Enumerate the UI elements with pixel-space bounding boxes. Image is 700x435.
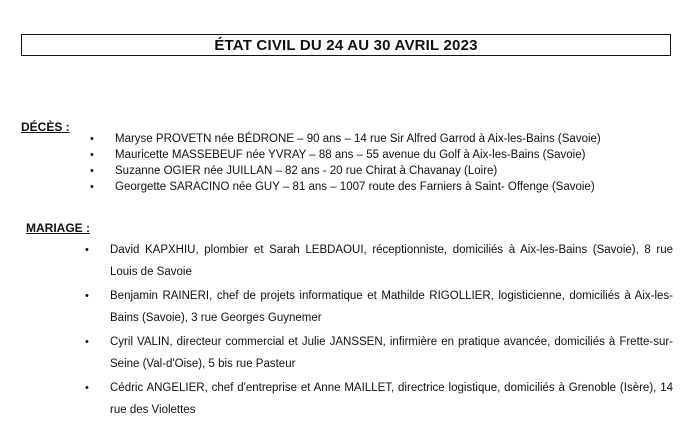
mariage-item: • Benjamin RAINERI, chef de projets informatique et Mathilde RIGOLLIER, logisticienne, domiciliés à Aix-les-Bains (Savoie), 3 rue Georges Guynemer	[85, 285, 673, 329]
deces-item: • Maryse PROVETN née BÉDRONE – 90 ans – 14 rue Sir Alfred Garrod à Aix-les-Bains (Savoie)	[90, 131, 680, 147]
page-title: ÉTAT CIVIL DU 24 AU 30 AVRIL 2023	[214, 36, 478, 54]
deces-item: • Mauricette MASSEBEUF née YVRAY – 88 ans – 55 avenue du Golf à Aix-les-Bains (Savoie)	[90, 147, 680, 163]
title-box	[21, 34, 671, 56]
deces-heading: DÉCÈS :	[21, 120, 70, 134]
mariage-list	[85, 239, 673, 423]
deces-item: • Georgette SARACINO née GUY – 81 ans – 1007 route des Farniers à Saint- Offenge (Savoie)	[90, 179, 680, 195]
mariage-heading: MARIAGE :	[26, 221, 90, 235]
deces-list	[90, 131, 680, 195]
mariage-item: • Cyril VALIN, directeur commercial et Julie JANSSEN, infirmière en pratique avancée, domiciliés à Frette-sur-Seine (Val-d'Oise), 5 bis rue Pasteur	[85, 331, 673, 375]
mariage-item: • David KAPXHIU, plombier et Sarah LEBDAOUI, réceptionniste, domiciliés à Aix-les-Bains (Savoie), 8 rue Louis de Savoie	[85, 239, 673, 283]
mariage-item: • Cédric ANGELIER, chef d'entreprise et Anne MAILLET, directrice logistique, domiciliés à Grenoble (Isère), 14 rue des Violettes	[85, 377, 673, 421]
deces-item: • Suzanne OGIER née JUILLAN – 82 ans - 20 rue Chirat à Chavanay (Loire)	[90, 163, 680, 179]
